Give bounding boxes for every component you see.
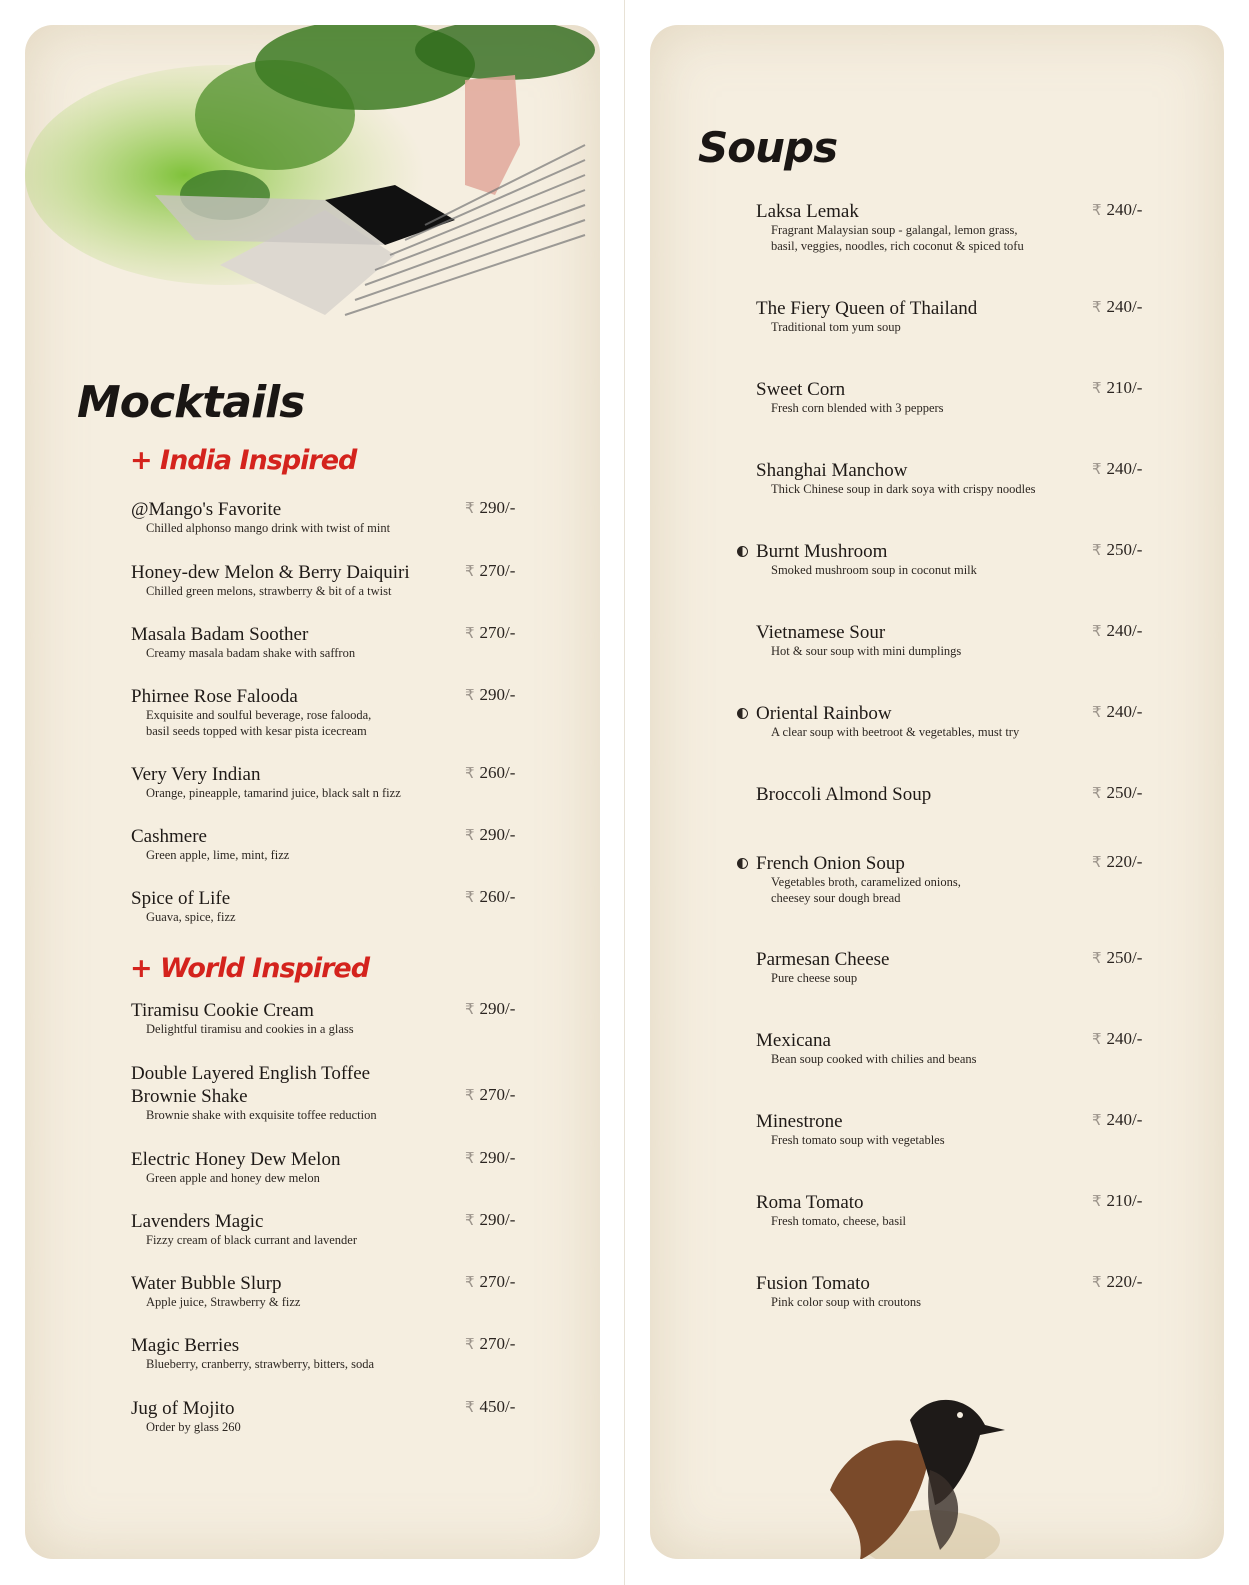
menu-item-name: Mexicana: [756, 1030, 831, 1051]
menu-item-name: Shanghai Manchow: [756, 460, 908, 481]
menu-item: [131, 561, 410, 600]
menu-item-name: Broccoli Almond Soup: [756, 784, 932, 805]
menu-item-price: [465, 1210, 515, 1230]
menu-item-description: Delightful tiramisu and cookies in a glass: [146, 1022, 354, 1036]
menu-item-description: Apple juice, Strawberry & fizz: [146, 1295, 301, 1309]
menu-item: [756, 297, 977, 336]
menu-item-description: A clear soup with beetroot & vegetables, must try: [771, 725, 1020, 739]
menu-item-name: Masala Badam Soother: [131, 624, 309, 645]
menu-item-name: Double Layered English Toffee Brownie Shake: [131, 1063, 371, 1107]
rupee-icon: ₹: [465, 564, 475, 580]
menu-item: [756, 1110, 945, 1149]
price-value: 240/-: [1106, 1110, 1143, 1129]
rupee-icon: ₹: [465, 1213, 475, 1229]
menu-item: [756, 459, 1036, 498]
menu-item: [131, 685, 371, 739]
menu-item: [756, 540, 977, 579]
rupee-icon: ₹: [465, 766, 475, 782]
menu-item-name: Roma Tomato: [756, 1192, 864, 1213]
menu-item-price: [465, 825, 515, 845]
menu-item-price: [465, 498, 515, 518]
menu-item-description: Traditional tom yum soup: [771, 320, 901, 334]
menu-item-price: [465, 685, 515, 705]
menu-item-description: Smoked mushroom soup in coconut milk: [771, 563, 977, 577]
menu-item-name: Phirnee Rose Falooda: [131, 686, 298, 707]
menu-item: [131, 1397, 241, 1436]
menu-item-description: Pink color soup with croutons: [771, 1295, 921, 1309]
menu-item-price: [1092, 1191, 1142, 1211]
menu-item-description: Hot & sour soup with mini dumplings: [771, 644, 962, 658]
menu-item-name: Tiramisu Cookie Cream: [131, 1000, 314, 1021]
menu-item-description: Pure cheese soup: [771, 971, 858, 985]
price-value: 270/-: [479, 561, 516, 580]
menu-item: [756, 852, 961, 906]
rupee-icon: ₹: [1092, 381, 1102, 397]
menu-item-price: [1092, 852, 1142, 872]
rupee-icon: ₹: [1092, 1275, 1102, 1291]
menu-item-price: [1092, 783, 1142, 803]
menu-item-description: Fresh tomato, cheese, basil: [771, 1214, 907, 1228]
soups-panel: [650, 25, 1224, 1559]
menu-item-description: Fresh corn blended with 3 peppers: [771, 401, 944, 415]
menu-item-description: Chilled alphonso mango drink with twist of mint: [146, 521, 391, 535]
price-value: 290/-: [479, 999, 516, 1018]
price-value: 250/-: [1106, 783, 1143, 802]
world-inspired-heading: + World Inspired: [130, 953, 370, 984]
menu-item-name: Water Bubble Slurp: [131, 1273, 282, 1294]
menu-item-price: [465, 1085, 515, 1105]
menu-item-price: [465, 1148, 515, 1168]
menu-item-name: Laksa Lemak: [756, 201, 859, 222]
rupee-icon: ₹: [465, 501, 475, 517]
soups-title: Soups: [698, 123, 838, 172]
menu-item-price: [1092, 200, 1142, 220]
price-value: 250/-: [1106, 948, 1143, 967]
menu-item-name: Electric Honey Dew Melon: [131, 1149, 341, 1170]
menu-item-name: Minestrone: [756, 1111, 843, 1132]
menu-item-price: [1092, 459, 1142, 479]
price-value: 210/-: [1106, 1191, 1143, 1210]
menu-item-name: Very Very Indian: [131, 764, 261, 785]
menu-item: [131, 887, 236, 926]
rupee-icon: ₹: [1092, 1194, 1102, 1210]
price-value: 290/-: [479, 498, 516, 517]
menu-item-name: Jug of Mojito: [131, 1398, 235, 1419]
menu-item-name: Burnt Mushroom: [756, 541, 888, 562]
menu-item: [131, 1272, 300, 1311]
menu-item-name: Sweet Corn: [756, 379, 846, 400]
menu-item-price: [465, 623, 515, 643]
menu-item: [756, 783, 931, 806]
menu-item-description: Exquisite and soulful beverage, rose falooda, basil seeds topped with kesar pista icecream: [146, 708, 372, 738]
menu-item: [131, 825, 289, 864]
rupee-icon: ₹: [1092, 543, 1102, 559]
rupee-icon: ₹: [465, 828, 475, 844]
rupee-icon: ₹: [465, 688, 475, 704]
rupee-icon: ₹: [1092, 300, 1102, 316]
signature-dish-icon: [737, 858, 748, 869]
price-value: 240/-: [1106, 459, 1143, 478]
menu-item-price: [1092, 702, 1142, 722]
menu-item-name: Oriental Rainbow: [756, 703, 892, 724]
price-value: 240/-: [1106, 621, 1143, 640]
rupee-icon: ₹: [1092, 1032, 1102, 1048]
menu-item-name: Honey-dew Melon & Berry Daiquiri: [131, 562, 410, 583]
india-inspired-heading: + India Inspired: [130, 445, 357, 476]
menu-item: [131, 1148, 340, 1187]
price-value: 270/-: [479, 1085, 516, 1104]
menu-item-price: [465, 763, 515, 783]
menu-item-price: [465, 561, 515, 581]
signature-dish-icon: [737, 546, 748, 557]
rupee-icon: ₹: [465, 1337, 475, 1353]
menu-item: [756, 200, 1024, 254]
price-value: 290/-: [479, 1210, 516, 1229]
menu-item-description: Fragrant Malaysian soup - galangal, lemon grass, basil, veggies, noodles, rich coconut & spiced tofu: [771, 223, 1024, 253]
menu-item-name: The Fiery Queen of Thailand: [756, 298, 978, 319]
rupee-icon: ₹: [465, 1002, 475, 1018]
menu-item-price: [465, 1272, 515, 1292]
price-value: 250/-: [1106, 540, 1143, 559]
menu-item: [756, 1029, 977, 1068]
menu-item-description: Chilled green melons, strawberry & bit of a twist: [146, 584, 392, 598]
price-value: 290/-: [479, 1148, 516, 1167]
menu-item-price: [465, 887, 515, 907]
menu-item: [756, 1272, 921, 1311]
menu-item-description: Thick Chinese soup in dark soya with crispy noodles: [771, 482, 1036, 496]
menu-item-name: Spice of Life: [131, 888, 231, 909]
rupee-icon: ₹: [465, 890, 475, 906]
menu-item: [131, 498, 390, 537]
menu-item-price: [1092, 540, 1142, 560]
signature-dish-icon: [737, 708, 748, 719]
price-value: 270/-: [479, 623, 516, 642]
page-divider: [624, 0, 625, 1585]
rupee-icon: ₹: [1092, 855, 1102, 871]
menu-item: [131, 1062, 377, 1124]
menu-item-price: [1092, 1272, 1142, 1292]
rupee-icon: ₹: [465, 1088, 475, 1104]
menu-item: [756, 948, 889, 987]
mocktails-panel: [25, 25, 600, 1559]
price-value: 290/-: [479, 825, 516, 844]
menu-item-price: [465, 1397, 515, 1417]
menu-item-price: [465, 999, 515, 1019]
menu-item-name: Cashmere: [131, 826, 207, 847]
menu-item-price: [1092, 297, 1142, 317]
rupee-icon: ₹: [1092, 624, 1102, 640]
price-value: 220/-: [1106, 1272, 1143, 1291]
menu-item-description: Vegetables broth, caramelized onions, cheesey sour dough bread: [771, 875, 961, 905]
bird-illustration: [810, 1380, 1010, 1559]
price-value: 270/-: [479, 1272, 516, 1291]
rupee-icon: ₹: [465, 626, 475, 642]
price-value: 270/-: [479, 1334, 516, 1353]
menu-item-description: Bean soup cooked with chilies and beans: [771, 1052, 977, 1066]
menu-item: [131, 623, 355, 662]
menu-item-price: [465, 1334, 515, 1354]
menu-item-description: Brownie shake with exquisite toffee reduction: [146, 1108, 377, 1122]
price-value: 450/-: [479, 1397, 516, 1416]
rupee-icon: ₹: [1092, 1113, 1102, 1129]
rupee-icon: ₹: [1092, 705, 1102, 721]
price-value: 240/-: [1106, 1029, 1143, 1048]
menu-item: [131, 1334, 374, 1373]
menu-item-price: [1092, 1110, 1142, 1130]
menu-item: [756, 621, 961, 660]
menu-item-description: Order by glass 260: [146, 1420, 241, 1434]
menu-item-name: Lavenders Magic: [131, 1211, 264, 1232]
rupee-icon: ₹: [1092, 951, 1102, 967]
price-value: 220/-: [1106, 852, 1143, 871]
menu-item-name: Magic Berries: [131, 1335, 240, 1356]
menu-item-name: French Onion Soup: [756, 853, 905, 874]
menu-item-price: [1092, 378, 1142, 398]
menu-item-description: Green apple, lime, mint, fizz: [146, 848, 290, 862]
mocktails-title: Mocktails: [77, 377, 305, 428]
menu-item-description: Blueberry, cranberry, strawberry, bitters, soda: [146, 1357, 375, 1371]
menu-item: [131, 999, 354, 1038]
garden-illustration: [25, 25, 600, 365]
rupee-icon: ₹: [1092, 203, 1102, 219]
menu-item-description: Fresh tomato soup with vegetables: [771, 1133, 945, 1147]
menu-item-price: [1092, 1029, 1142, 1049]
menu-item-description: Orange, pineapple, tamarind juice, black salt n fizz: [146, 786, 401, 800]
price-value: 260/-: [479, 887, 516, 906]
menu-item-description: Green apple and honey dew melon: [146, 1171, 320, 1185]
price-value: 260/-: [479, 763, 516, 782]
price-value: 240/-: [1106, 297, 1143, 316]
menu-item: [756, 378, 944, 417]
rupee-icon: ₹: [465, 1151, 475, 1167]
menu-item-name: Fusion Tomato: [756, 1273, 870, 1294]
rupee-icon: ₹: [1092, 462, 1102, 478]
rupee-icon: ₹: [1092, 786, 1102, 802]
menu-item: [756, 702, 1019, 741]
menu-item: [756, 1191, 906, 1230]
rupee-icon: ₹: [465, 1400, 475, 1416]
rupee-icon: ₹: [465, 1275, 475, 1291]
price-value: 290/-: [479, 685, 516, 704]
menu-item-price: [1092, 948, 1142, 968]
price-value: 210/-: [1106, 378, 1143, 397]
menu-item-description: Fizzy cream of black currant and lavender: [146, 1233, 358, 1247]
menu-item-description: Creamy masala badam shake with saffron: [146, 646, 356, 660]
menu-item: [131, 763, 401, 802]
price-value: 240/-: [1106, 702, 1143, 721]
menu-item: [131, 1210, 357, 1249]
menu-item-name: Vietnamese Sour: [756, 622, 886, 643]
menu-item-description: Guava, spice, fizz: [146, 910, 236, 924]
price-value: 240/-: [1106, 200, 1143, 219]
menu-item-name: @Mango's Favorite: [131, 499, 282, 520]
menu-item-price: [1092, 621, 1142, 641]
menu-item-name: Parmesan Cheese: [756, 949, 890, 970]
